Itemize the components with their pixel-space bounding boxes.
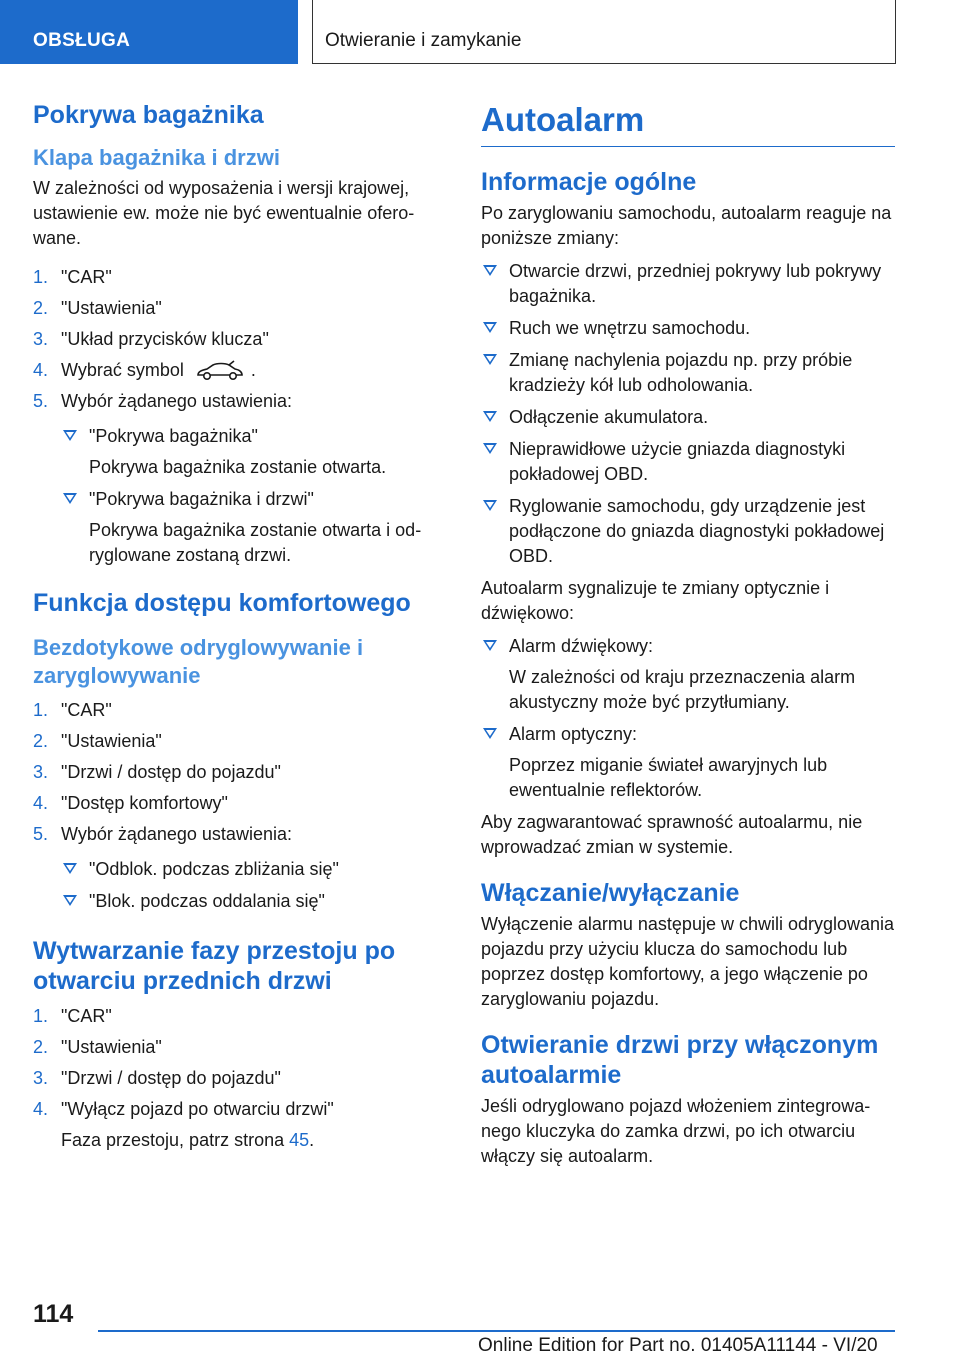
triangle-bullet-icon — [483, 640, 497, 651]
footer-divider — [98, 1330, 895, 1332]
list-item: 1. "CAR" — [33, 267, 112, 287]
list-item: 4. "Dostęp komfortowy" — [33, 793, 228, 813]
car-trunk-icon — [195, 360, 245, 382]
page-number: 114 — [33, 1300, 74, 1328]
subsection-heading: Włączanie/wyłączanie — [481, 879, 740, 907]
triangle-bullet-icon — [483, 728, 497, 739]
list-item: 2. "Ustawienia" — [33, 731, 162, 751]
list-item: Ruch we wnętrzu samochodu. — [481, 316, 895, 341]
list-item: 1. "CAR" — [33, 1006, 112, 1026]
paragraph: Wyłączenie alarmu następuje w chwili odryglowania pojazdu przy użyciu klucza do samochodu lub poprzez dostęp komfortowy, a jego włączenie po zaryglowaniu pojazdu. — [481, 914, 895, 1009]
list-item: 5. Wybór żądanego ustawienia: "Odblok. podczas zbliżania się" "Blok. podczas oddalania się" — [33, 822, 441, 914]
subsection-heading: Bezdotykowe odryglowywanie i zaryglowywanie — [33, 635, 364, 688]
list-item: Nieprawidłowe użycie gniazda diagnostyki pokładowej OBD. — [481, 437, 895, 487]
chapter-heading: Autoalarm — [481, 100, 895, 147]
step-note: Faza przestoju, patrz strona 45. — [61, 1130, 315, 1150]
list-item: 2. "Ustawienia" — [33, 1037, 162, 1057]
section-heading: Pokrywa bagażnika — [33, 101, 264, 129]
chapter-title: Otwieranie i zamykanie — [312, 0, 896, 64]
triangle-bullet-icon — [483, 265, 497, 276]
options-list — [61, 857, 441, 914]
list-item: Otwarcie drzwi, przedniej pokrywy lub pokrywy bagażnika. — [481, 259, 895, 309]
steps-list — [33, 1004, 441, 1153]
paragraph: W zależności od wyposażenia i wersji krajowej, ustawienie ew. może nie być ewentualnie oferowane. — [33, 178, 415, 248]
subsection-heading: Informacje ogólne — [481, 168, 697, 196]
section-heading: Wytwarzanie fazy przestoju po otwarciu przednich drzwi — [33, 937, 396, 995]
right-column — [481, 100, 895, 1177]
options-list — [61, 424, 441, 568]
page-reference-link[interactable]: 45 — [289, 1130, 310, 1150]
triangle-bullet-icon — [483, 411, 497, 422]
triangle-bullet-icon — [63, 863, 77, 874]
triangle-bullet-icon — [483, 500, 497, 511]
steps-list — [33, 698, 441, 914]
subsection-heading: Otwieranie drzwi przy włączonym autoalarmie — [481, 1031, 879, 1089]
list-item: Alarm optyczny: Poprzez miganie świateł awaryjnych lub ewentualnie reflektorów. — [481, 722, 895, 803]
paragraph: Jeśli odryglowano pojazd włożeniem zintegrowanego kluczyka do zamka drzwi, po ich otwarciu włączy się autoalarm. — [481, 1096, 871, 1166]
list-item: 1. "CAR" — [33, 700, 112, 720]
triangle-bullet-icon — [63, 493, 77, 504]
alarm-types-list — [481, 634, 895, 803]
paragraph: Autoalarm sygnalizuje te zmiany optycznie i dźwiękowo: — [481, 578, 830, 623]
triangle-bullet-icon — [483, 443, 497, 454]
section-heading: Funkcja dostępu komfortowego — [33, 589, 411, 617]
list-item: Alarm dźwiękowy: W zależności od kraju przeznaczenia alarm akustyczny może być przytłumiany. — [481, 634, 895, 715]
list-item: "Odblok. podczas zbliżania się" — [61, 857, 441, 882]
triangle-bullet-icon — [63, 430, 77, 441]
paragraph: Aby zagwarantować sprawność autoalarmu, nie wprowadzać zmian w systemie. — [481, 812, 863, 857]
page-header — [0, 0, 960, 66]
steps-list — [33, 265, 441, 568]
list-item: 3. "Układ przycisków klucza" — [33, 329, 269, 349]
paragraph: Po zaryglowaniu samochodu, autoalarm reaguje na poniższe zmiany: — [481, 203, 892, 248]
list-item: Zmianę nachylenia pojazdu np. przy próbie kradzieży kół lub odholowania. — [481, 348, 895, 398]
list-item: 5. Wybór żądanego ustawienia: "Pokrywa bagażnika" Pokrywa bagażnika zostanie otwarta. "Pokrywa bagażnika i drzwi" Pokrywa bagażnika zostanie otwarta i odryglowane zostaną drzwi. — [33, 389, 441, 568]
list-item: Odłączenie akumulatora. — [481, 405, 895, 430]
changes-list — [481, 259, 895, 569]
subsection-heading: Klapa bagażnika i drzwi — [33, 145, 280, 170]
list-item: "Pokrywa bagażnika i drzwi" Pokrywa bagażnika zostanie otwarta i odryglowane zostaną drzwi. — [61, 487, 441, 568]
left-column — [33, 100, 441, 1161]
list-item: "Pokrywa bagażnika" Pokrywa bagażnika zostanie otwarta. — [61, 424, 441, 480]
list-item: 4. Wybrać symbol . — [33, 358, 441, 383]
list-item: "Blok. podczas oddalania się" — [61, 889, 441, 914]
triangle-bullet-icon — [63, 895, 77, 906]
edition-info: Online Edition for Part no. 01405A11144 - VI/20 — [478, 1335, 878, 1356]
triangle-bullet-icon — [483, 322, 497, 333]
list-item: 3. "Drzwi / dostęp do pojazdu" — [33, 1068, 281, 1088]
section-tab: OBSŁUGA — [0, 0, 298, 64]
list-item: 2. "Ustawienia" — [33, 298, 162, 318]
list-item: 4. "Wyłącz pojazd po otwarciu drzwi" Faza przestoju, patrz strona 45. — [33, 1097, 441, 1153]
triangle-bullet-icon — [483, 354, 497, 365]
list-item: Ryglowanie samochodu, gdy urządzenie jest podłączone do gniazda diagnostyki pokładowej OBD. — [481, 494, 895, 569]
list-item: 3. "Drzwi / dostęp do pojazdu" — [33, 762, 281, 782]
